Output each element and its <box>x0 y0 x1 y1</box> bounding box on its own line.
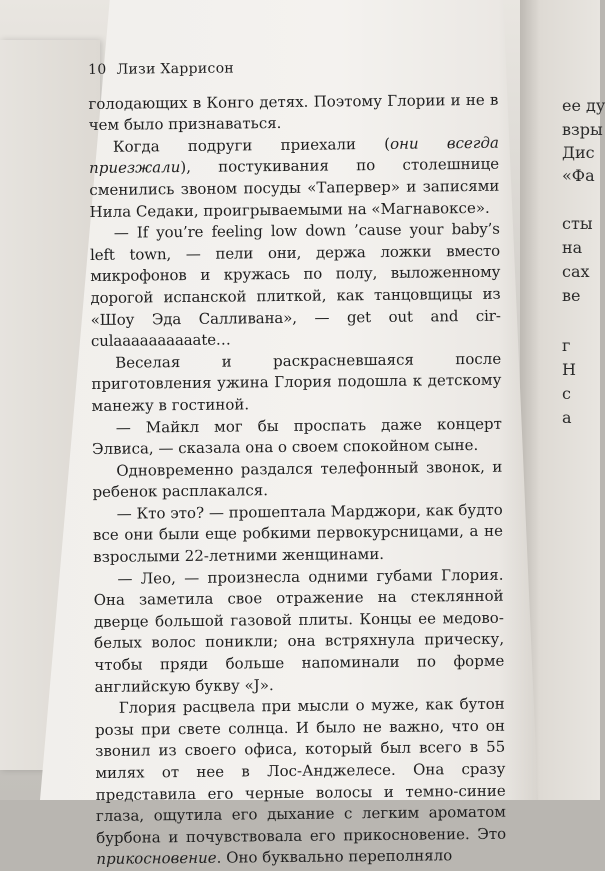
right-page-fragment: ее ду <box>562 96 605 115</box>
paragraph-9-end: . Оно буквально переполняло <box>216 846 453 868</box>
paragraph-1: голодающих в Конго детях. Поэтому Глории и не в чем было признаваться. <box>88 90 499 135</box>
paragraph-8: — Лео, — произнесла одними губами Глория. Она заметила свое отражение на стеклянной дверце большой газовой плиты. Концы ее медово-белых волос поникли; она встряхнула прическу, чтобы пряди больше напоминали по форме английскую букву «J». <box>93 565 505 696</box>
right-page-fragment: Н <box>562 360 576 379</box>
right-page-fragment: на <box>562 238 583 257</box>
paragraph-9-start: Глория расцвела при мысли о муже, как бутон розы при свете солнца. И было не важно, что он звонил из своего офиса, который был всего в 55 милях от нее в Лос-Анджелесе. Она сразу представила его черные волосы и темно-синие глаза, ощутила его дыхание с легким ароматом бурбона и почувствовала его прикосновение. Это <box>94 694 507 847</box>
paragraph-5: — Майкл мог бы проспать даже концерт Элвиса, — сказала она о своем спокойном сыне. <box>91 414 502 459</box>
page-number: 10 <box>88 61 107 78</box>
author-name: Лизи Харрисон <box>116 60 235 78</box>
paragraph-6: Одновременно раздался телефонный звонок, и ребенок расплакался. <box>92 457 503 502</box>
right-page-fragment: ве <box>562 286 581 305</box>
paragraph-3: — If you’re feeling low down ’cause your baby’s left town, — пели они, держа ложки вместо микрофонов и кружась по полу, выложенному дорогой испанской плиткой, как танцовщицы из «Шоу Эда Салливана», — get out and cir-culaaaaaaaaaate… <box>89 219 501 351</box>
right-page-fragment: сах <box>562 262 590 281</box>
paragraph-2-italic: они всегда приезжали <box>89 133 499 178</box>
paragraph-7: — Кто это? — прошептала Марджори, как будто все они были еще робкими первокурсницами, а не взрослыми 22-летними женщинами. <box>92 500 504 567</box>
right-page-fragment: сты <box>562 214 593 233</box>
right-page-fragment: а <box>562 408 572 427</box>
paragraph-2 <box>89 132 500 223</box>
paragraph-2-start: Когда подруги приехали ( <box>112 134 391 156</box>
paragraph-9 <box>95 694 507 871</box>
paragraph-4: Веселая и раскрасневшаяся после приготовления ужина Глория подошла к детскому манежу в гостиной. <box>91 349 502 415</box>
right-page-fragment: с <box>562 384 571 403</box>
running-head <box>88 56 498 82</box>
paragraph-9-italic: прикосновение <box>96 849 217 869</box>
right-page-fragment: Дис <box>562 143 595 162</box>
paragraph-2-end: ), постукивания по столешнице сменились звоном посуды «Тапервер» и записями Нила Седаки, проигрываемыми на «Магнавоксе». <box>89 155 500 221</box>
right-page-fragment: г <box>562 336 571 355</box>
right-page-fragment: «Фа <box>562 166 595 185</box>
right-page-fragment: взры <box>562 120 603 139</box>
page-text <box>88 56 506 871</box>
